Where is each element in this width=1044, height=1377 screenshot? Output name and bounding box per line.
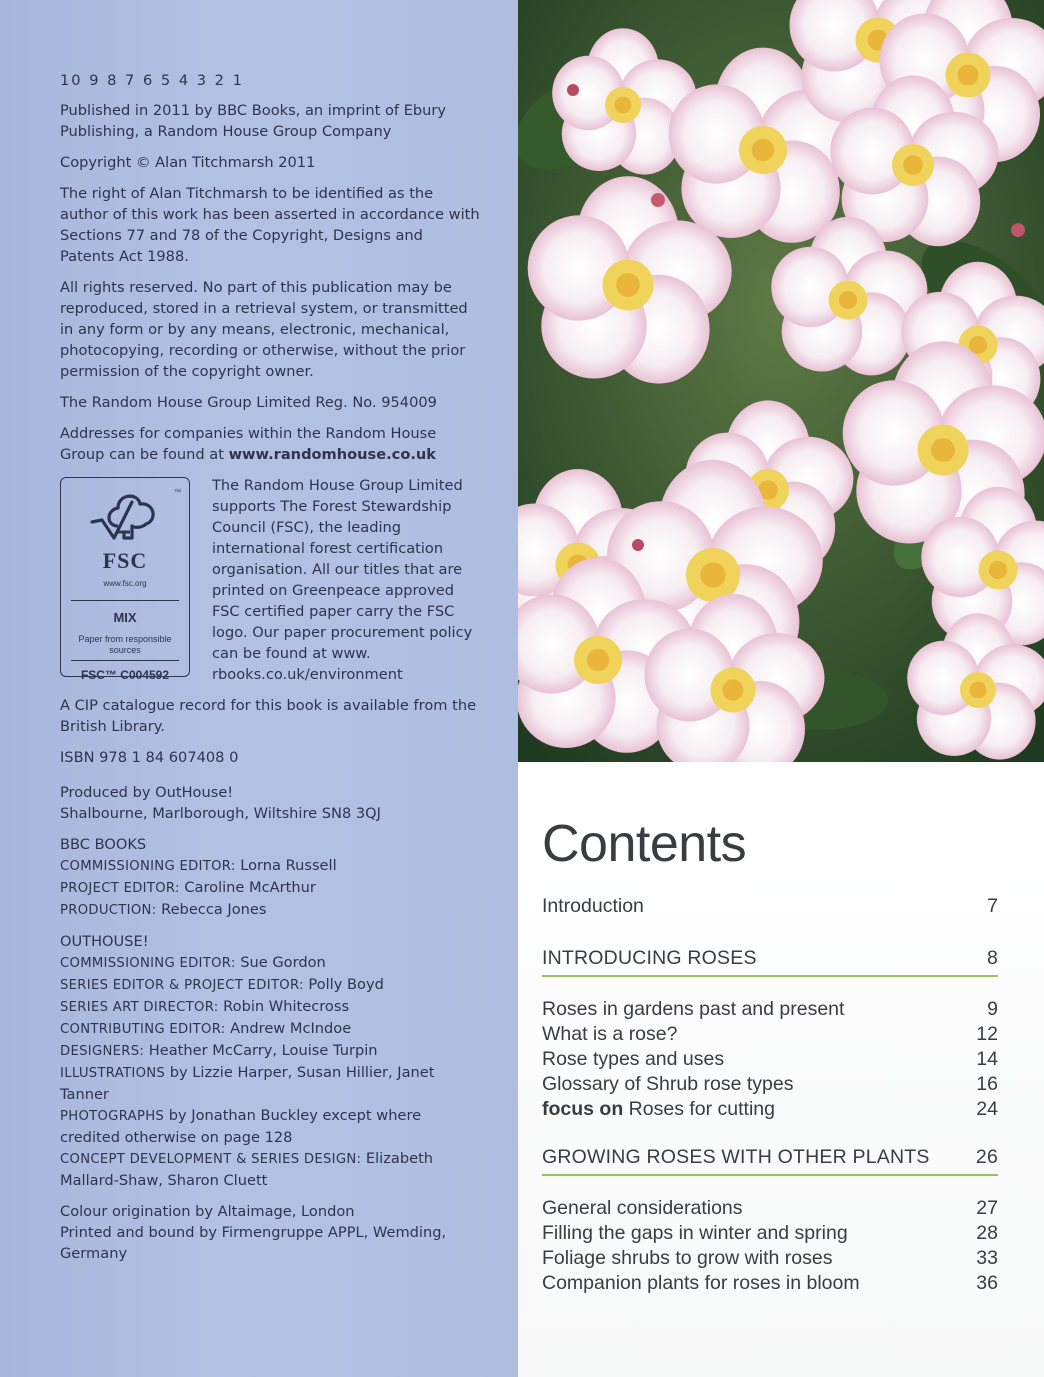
printed-line: Printed and bound by Firmengruppe APPL, Wemding, Germany: [60, 1224, 447, 1262]
credit-line: [60, 855, 480, 877]
imprint-panel: [0, 0, 518, 1377]
toc-section-title: GROWING ROSES WITH OTHER PLANTS: [542, 1146, 930, 1168]
section-divider: [542, 975, 998, 977]
credit-role: PROJECT EDITOR:: [60, 881, 180, 896]
toc-entry-page: 14: [976, 1048, 998, 1070]
toc-entry: [542, 1047, 998, 1072]
credit-role: COMMISSIONING EDITOR:: [60, 956, 236, 971]
toc-entry-label: Roses for cutting: [628, 1098, 775, 1120]
bbc-books-credits: [60, 834, 480, 921]
toc-entry-page: 27: [976, 1197, 998, 1219]
imprint-text: [60, 70, 480, 1264]
toc-entry-focus: [542, 1097, 998, 1122]
credit-role: DESIGNERS:: [60, 1044, 145, 1059]
rose-flowers-photo: [518, 0, 1044, 762]
toc-section-heading: [542, 1142, 998, 1172]
fsc-paragraph: The Random House Group Limited supports The Forest Stewardship Council (FSC), the leading international forest certification organisation. All our titles that are printed on Greenpeace approved FSC certified paper carry the FSC logo. Our paper procurement policy can be found at www. rbooks.co.uk/environment: [212, 477, 473, 683]
fsc-mix: MIX: [113, 610, 137, 625]
addresses-text: Addresses for companies within the Random House Group can be found at: [60, 425, 437, 463]
toc-section-introducing-roses: [542, 943, 998, 1122]
toc-entry-page: 12: [976, 1023, 998, 1045]
toc-section-title: INTRODUCING ROSES: [542, 947, 757, 969]
credit-line: [60, 952, 480, 974]
credit-name: by Jonathan Buckley except where credited otherwise on page 128: [60, 1107, 422, 1146]
toc-entry-page: 36: [976, 1272, 998, 1294]
credit-name: Rebecca Jones: [161, 901, 267, 918]
credit-line: [60, 974, 480, 996]
credit-line: [60, 1148, 480, 1191]
credit-name: Elizabeth Mallard-Shaw, Sharon Cluett: [60, 1150, 434, 1189]
rose-photo-illustration: [518, 0, 1044, 762]
credit-line: [60, 996, 480, 1018]
addresses-url: www.randomhouse.co.uk: [228, 446, 436, 463]
toc-entry-introduction: [542, 894, 998, 919]
toc-entry: [542, 997, 998, 1022]
copyright-statement: Copyright © Alan Titchmarsh 2011: [60, 154, 316, 171]
printing-line: 10 9 8 7 6 5 4 3 2 1: [60, 72, 244, 89]
toc-entry: [542, 1271, 998, 1296]
fsc-paper-label: Paper from responsible sources: [78, 634, 172, 655]
rights-reserved-statement: All rights reserved. No part of this publication may be reproduced, stored in a retrieval system, or transmitted in any form or by any means, electronic, mechanical, photocopying, recording or otherwise, without the prior permission of the copyright owner.: [60, 279, 468, 380]
credit-role: CONTRIBUTING EDITOR:: [60, 1022, 226, 1037]
credit-name: Lorna Russell: [240, 857, 337, 874]
toc-entry: [542, 1022, 998, 1047]
toc-entry: [542, 1221, 998, 1246]
produced-address: Shalbourne, Marlborough, Wiltshire SN8 3QJ: [60, 805, 381, 822]
outhouse-credits: [60, 931, 480, 1191]
toc-entry-page: 7: [987, 895, 998, 917]
toc-entry-label: What is a rose?: [542, 1023, 678, 1045]
toc-section-growing-roses: [542, 1142, 998, 1296]
toc-section-page: 8: [986, 947, 998, 969]
addresses-statement: [60, 423, 480, 465]
contents-title: Contents: [542, 815, 747, 873]
credit-line: [60, 1018, 480, 1040]
toc-entry-page: 24: [976, 1098, 998, 1120]
toc-entry-page: 16: [976, 1073, 998, 1095]
registration-number: The Random House Group Limited Reg. No. 954009: [60, 394, 437, 411]
fsc-word: FSC: [102, 548, 148, 573]
toc-entry-label: Foliage shrubs to grow with roses: [542, 1247, 833, 1269]
fsc-tm: ™: [174, 489, 181, 496]
cip-statement: A CIP catalogue record for this book is available from the British Library.: [60, 697, 477, 735]
toc-entry-page: 9: [987, 998, 998, 1020]
credit-role: PRODUCTION:: [60, 903, 157, 918]
toc-entry-label: Glossary of Shrub rose types: [542, 1073, 794, 1095]
credit-role: CONCEPT DEVELOPMENT & SERIES DESIGN:: [60, 1152, 362, 1167]
toc-entry-label: Introduction: [542, 895, 644, 917]
credit-name: Polly Boyd: [308, 976, 384, 993]
fsc-code: FSC™ C004592: [80, 668, 170, 682]
toc-section-heading: [542, 943, 998, 973]
toc-entry-label: Roses in gardens past and present: [542, 998, 845, 1020]
published-statement: Published in 2011 by BBC Books, an imprint of Ebury Publishing, a Random House Group Company: [60, 102, 447, 140]
table-of-contents: [542, 894, 998, 1296]
toc-entry-page: 28: [976, 1222, 998, 1244]
credit-name: Heather McCarry, Louise Turpin: [148, 1042, 378, 1059]
credit-line: [60, 1105, 480, 1148]
isbn: ISBN 978 1 84 607408 0: [60, 749, 239, 766]
credit-name: Andrew McIndoe: [230, 1020, 352, 1037]
origination-line: Colour origination by Altaimage, London: [60, 1203, 355, 1220]
toc-entry-label: Rose types and uses: [542, 1048, 725, 1070]
credit-role: SERIES EDITOR & PROJECT EDITOR:: [60, 978, 304, 993]
credit-role: SERIES ART DIRECTOR:: [60, 1000, 219, 1015]
credit-line: [60, 1062, 480, 1105]
focus-on-prefix: focus on: [542, 1098, 624, 1120]
credit-name: Caroline McArthur: [184, 879, 316, 896]
toc-entry: [542, 1246, 998, 1271]
fsc-tree-check-icon: [88, 486, 162, 548]
credit-line: [60, 877, 480, 899]
toc-entry-label: Companion plants for roses in bloom: [542, 1272, 860, 1294]
credit-role: PHOTOGRAPHS: [60, 1109, 165, 1124]
section-divider: [542, 1174, 998, 1176]
credit-line: [60, 899, 480, 921]
toc-entry-label: Filling the gaps in winter and spring: [542, 1222, 848, 1244]
toc-entry: [542, 1196, 998, 1221]
toc-entry: [542, 1072, 998, 1097]
credit-name: Robin Whitecross: [223, 998, 350, 1015]
bbc-books-heading: BBC BOOKS: [60, 836, 147, 853]
fsc-logo: [60, 477, 190, 682]
toc-entry-page: 33: [976, 1247, 998, 1269]
fsc-divider: [71, 600, 179, 601]
credit-name: by Lizzie Harper, Susan Hillier, Janet Tanner: [60, 1064, 435, 1103]
credit-role: ILLUSTRATIONS: [60, 1066, 166, 1081]
fsc-divider-2: [71, 660, 179, 661]
outhouse-heading: OUTHOUSE!: [60, 933, 149, 950]
toc-section-page: 26: [975, 1146, 998, 1168]
toc-entry-label: General considerations: [542, 1197, 743, 1219]
produced-by: [60, 782, 480, 824]
moral-right-statement: The right of Alan Titchmarsh to be identified as the author of this work has been asserted in accordance with Sections 77 and 78 of the Copyright, Designs and Patents Act 1988.: [60, 185, 480, 265]
produced-by-line: Produced by OutHouse!: [60, 784, 234, 801]
credit-line: [60, 1040, 480, 1062]
fsc-row: [60, 475, 480, 685]
print-credits: [60, 1201, 480, 1264]
credit-role: COMMISSIONING EDITOR:: [60, 859, 236, 874]
fsc-url: www.fsc.org: [103, 579, 147, 588]
credit-name: Sue Gordon: [240, 954, 326, 971]
toc-entry-focus-label: [542, 1097, 775, 1122]
contents-panel: [518, 762, 1044, 1377]
